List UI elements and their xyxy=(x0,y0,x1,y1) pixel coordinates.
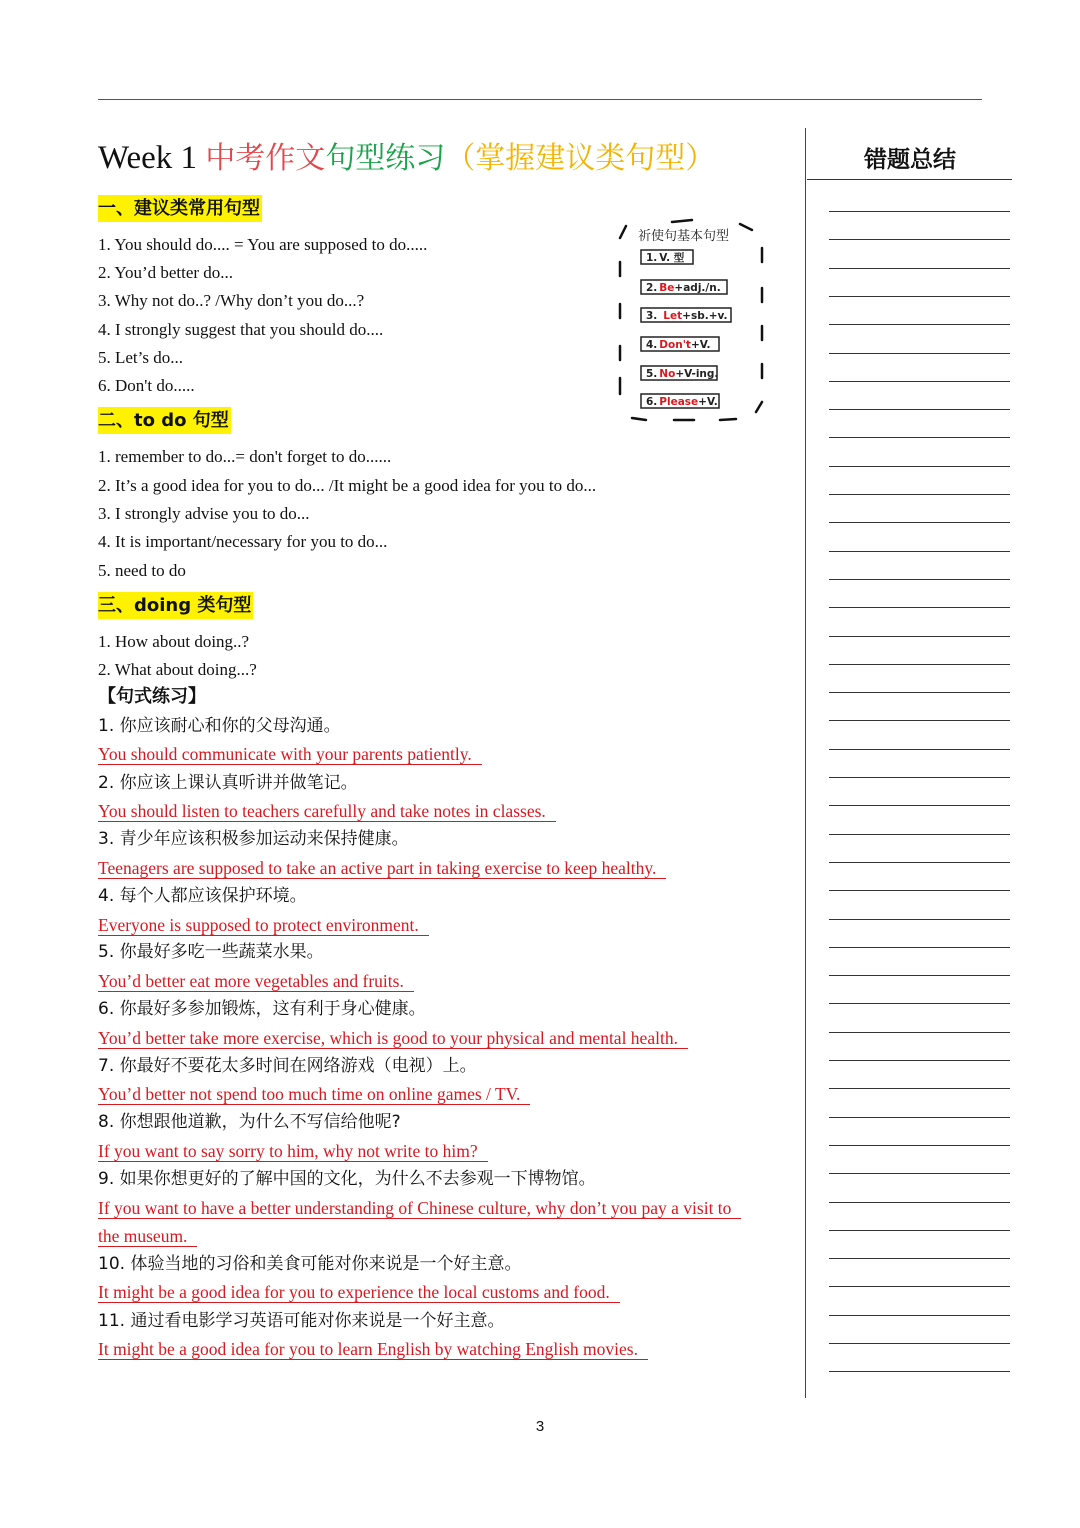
list-item: 5. Let’s do... xyxy=(98,348,183,367)
list-item: 4. It is important/necessary for you to do... xyxy=(98,532,388,551)
practice-question: 9. 如果你想更好的了解中国的文化，为什么不去参观一下博物馆。 xyxy=(98,1169,596,1189)
blank-writing-line xyxy=(829,551,1010,552)
blank-writing-line xyxy=(829,664,1010,665)
sketch-item-5: 5. No+V-ing. xyxy=(646,368,719,380)
blank-writing-line xyxy=(829,1088,1010,1089)
blank-writing-line xyxy=(829,1003,1010,1004)
list-item: 5. need to do xyxy=(98,561,186,580)
list-item: 1. remember to do...= don't forget to do...... xyxy=(98,447,392,466)
list-item: 4. I strongly suggest that you should do.... xyxy=(98,320,384,339)
section-heading-3: 三、doing 类句型 xyxy=(98,592,253,619)
imperative-sentence-sketch xyxy=(612,214,768,426)
list-item: 1. You should do.... = You are supposed to do..... xyxy=(98,235,428,254)
practice-answer: If you want to say sorry to him, why not write to him? xyxy=(98,1139,488,1163)
practice-answer: It might be a good idea for you to learn English by watching English movies. xyxy=(98,1337,648,1361)
section-heading-2: 二、to do 句型 xyxy=(98,407,231,434)
practice-answer: If you want to have a better understanding of Chinese culture, why don’t you pay a visit to xyxy=(98,1196,741,1220)
sketch-item-4: 4. Don't+V. xyxy=(646,339,711,351)
blank-writing-line xyxy=(829,268,1010,269)
sketch-item-3: 3. Let+sb.+v. xyxy=(646,310,728,322)
blank-writing-line xyxy=(829,522,1010,523)
practice-answer: Everyone is supposed to protect environment. xyxy=(98,913,429,937)
blank-writing-line xyxy=(829,239,1010,240)
blank-writing-line xyxy=(829,1343,1010,1344)
blank-writing-line xyxy=(829,890,1010,891)
practice-answer: You’d better take more exercise, which is good to your physical and mental health. xyxy=(98,1026,688,1050)
section-heading-1: 一、建议类常用句型 xyxy=(98,195,262,222)
practice-answer: It might be a good idea for you to experience the local customs and food. xyxy=(98,1280,620,1304)
blank-writing-line xyxy=(829,494,1010,495)
blank-writing-line xyxy=(829,947,1010,948)
practice-answer: You’d better eat more vegetables and fruits. xyxy=(98,969,414,993)
blank-writing-line xyxy=(829,409,1010,410)
sketch-item-2: 2. Be+adj./n. xyxy=(646,282,721,294)
blank-writing-line xyxy=(829,1258,1010,1259)
list-item: 6. Don't do..... xyxy=(98,376,195,395)
practice-heading: 【句式练习】 xyxy=(98,686,206,707)
blank-writing-line xyxy=(829,324,1010,325)
blank-writing-line xyxy=(829,1230,1010,1231)
blank-writing-line xyxy=(829,466,1010,467)
practice-question: 4. 每个人都应该保护环境。 xyxy=(98,886,307,906)
blank-writing-line xyxy=(829,919,1010,920)
blank-writing-line xyxy=(829,636,1010,637)
practice-answer: You’d better not spend too much time on online games / TV. xyxy=(98,1082,530,1106)
list-item: 3. Why not do..? /Why don’t you do...? xyxy=(98,291,365,310)
blank-writing-line xyxy=(829,1286,1010,1287)
list-item: 3. I strongly advise you to do... xyxy=(98,504,310,523)
blank-writing-line xyxy=(829,975,1010,976)
blank-writing-line xyxy=(829,720,1010,721)
sketch-item-6: 6. Please+V. xyxy=(646,396,718,408)
sketch-title: 祈使句基本句型 xyxy=(638,229,730,244)
blank-writing-line xyxy=(829,1117,1010,1118)
title-part-b: 句型练习 xyxy=(325,141,446,176)
practice-question: 10. 体验当地的习俗和美食可能对你来说是一个好主意。 xyxy=(98,1254,522,1274)
blank-writing-line xyxy=(829,296,1010,297)
list-item: 1. How about doing..? xyxy=(98,632,250,651)
blank-writing-line xyxy=(829,1032,1010,1033)
blank-writing-line xyxy=(829,381,1010,382)
blank-writing-line xyxy=(829,834,1010,835)
blank-writing-line xyxy=(829,1145,1010,1146)
practice-answer: Teenagers are supposed to take an active part in taking exercise to keep healthy. xyxy=(98,856,666,880)
practice-question: 6. 你最好多参加锻炼，这有利于身心健康。 xyxy=(98,999,426,1019)
practice-question: 3. 青少年应该积极参加运动来保持健康。 xyxy=(98,829,409,849)
blank-writing-line xyxy=(829,1315,1010,1316)
blank-writing-line xyxy=(829,607,1010,608)
practice-question: 11. 通过看电影学习英语可能对你来说是一个好主意。 xyxy=(98,1311,505,1331)
practice-answer: You should communicate with your parents patiently. xyxy=(98,742,482,766)
blank-writing-line xyxy=(829,805,1010,806)
blank-writing-line xyxy=(829,353,1010,354)
practice-question: 7. 你最好不要花太多时间在网络游戏（电视）上。 xyxy=(98,1056,477,1076)
sketch-item-1: 1. V. 型 xyxy=(646,252,685,264)
mistakes-summary-title: 错题总结 xyxy=(864,147,956,173)
practice-question: 2. 你应该上课认真听讲并做笔记。 xyxy=(98,773,358,793)
practice-question: 5. 你最好多吃一些蔬菜水果。 xyxy=(98,942,324,962)
list-item: 2. What about doing...? xyxy=(98,660,257,679)
blank-writing-line xyxy=(829,749,1010,750)
header-rule xyxy=(98,99,982,100)
blank-writing-line xyxy=(829,862,1010,863)
practice-question: 8. 你想跟他道歉，为什么不写信给他呢? xyxy=(98,1112,401,1132)
blank-writing-line xyxy=(829,777,1010,778)
blank-writing-line xyxy=(829,211,1010,212)
page-title xyxy=(98,136,715,181)
blank-writing-line xyxy=(829,1371,1010,1372)
blank-writing-line xyxy=(829,692,1010,693)
title-part-a: 中考作文 xyxy=(205,141,326,176)
title-part-c: （掌握建议类句型） xyxy=(445,141,716,176)
practice-answer-continued: the museum. xyxy=(98,1224,197,1248)
blank-writing-line xyxy=(829,579,1010,580)
practice-answer: You should listen to teachers carefully and take notes in classes. xyxy=(98,799,556,823)
list-item: 2. It’s a good idea for you to do... /It might be a good idea for you to do... xyxy=(98,476,597,495)
page-number: 3 xyxy=(535,1418,545,1435)
blank-writing-line xyxy=(829,1060,1010,1061)
blank-writing-line xyxy=(829,1202,1010,1203)
list-item: 2. You’d better do... xyxy=(98,263,234,282)
blank-writing-line xyxy=(829,437,1010,438)
title-week: Week 1 xyxy=(98,140,206,176)
sidebar-title-rule xyxy=(807,179,1012,180)
practice-question: 1. 你应该耐心和你的父母沟通。 xyxy=(98,716,341,736)
blank-writing-line xyxy=(829,1173,1010,1174)
column-divider xyxy=(805,128,806,1398)
